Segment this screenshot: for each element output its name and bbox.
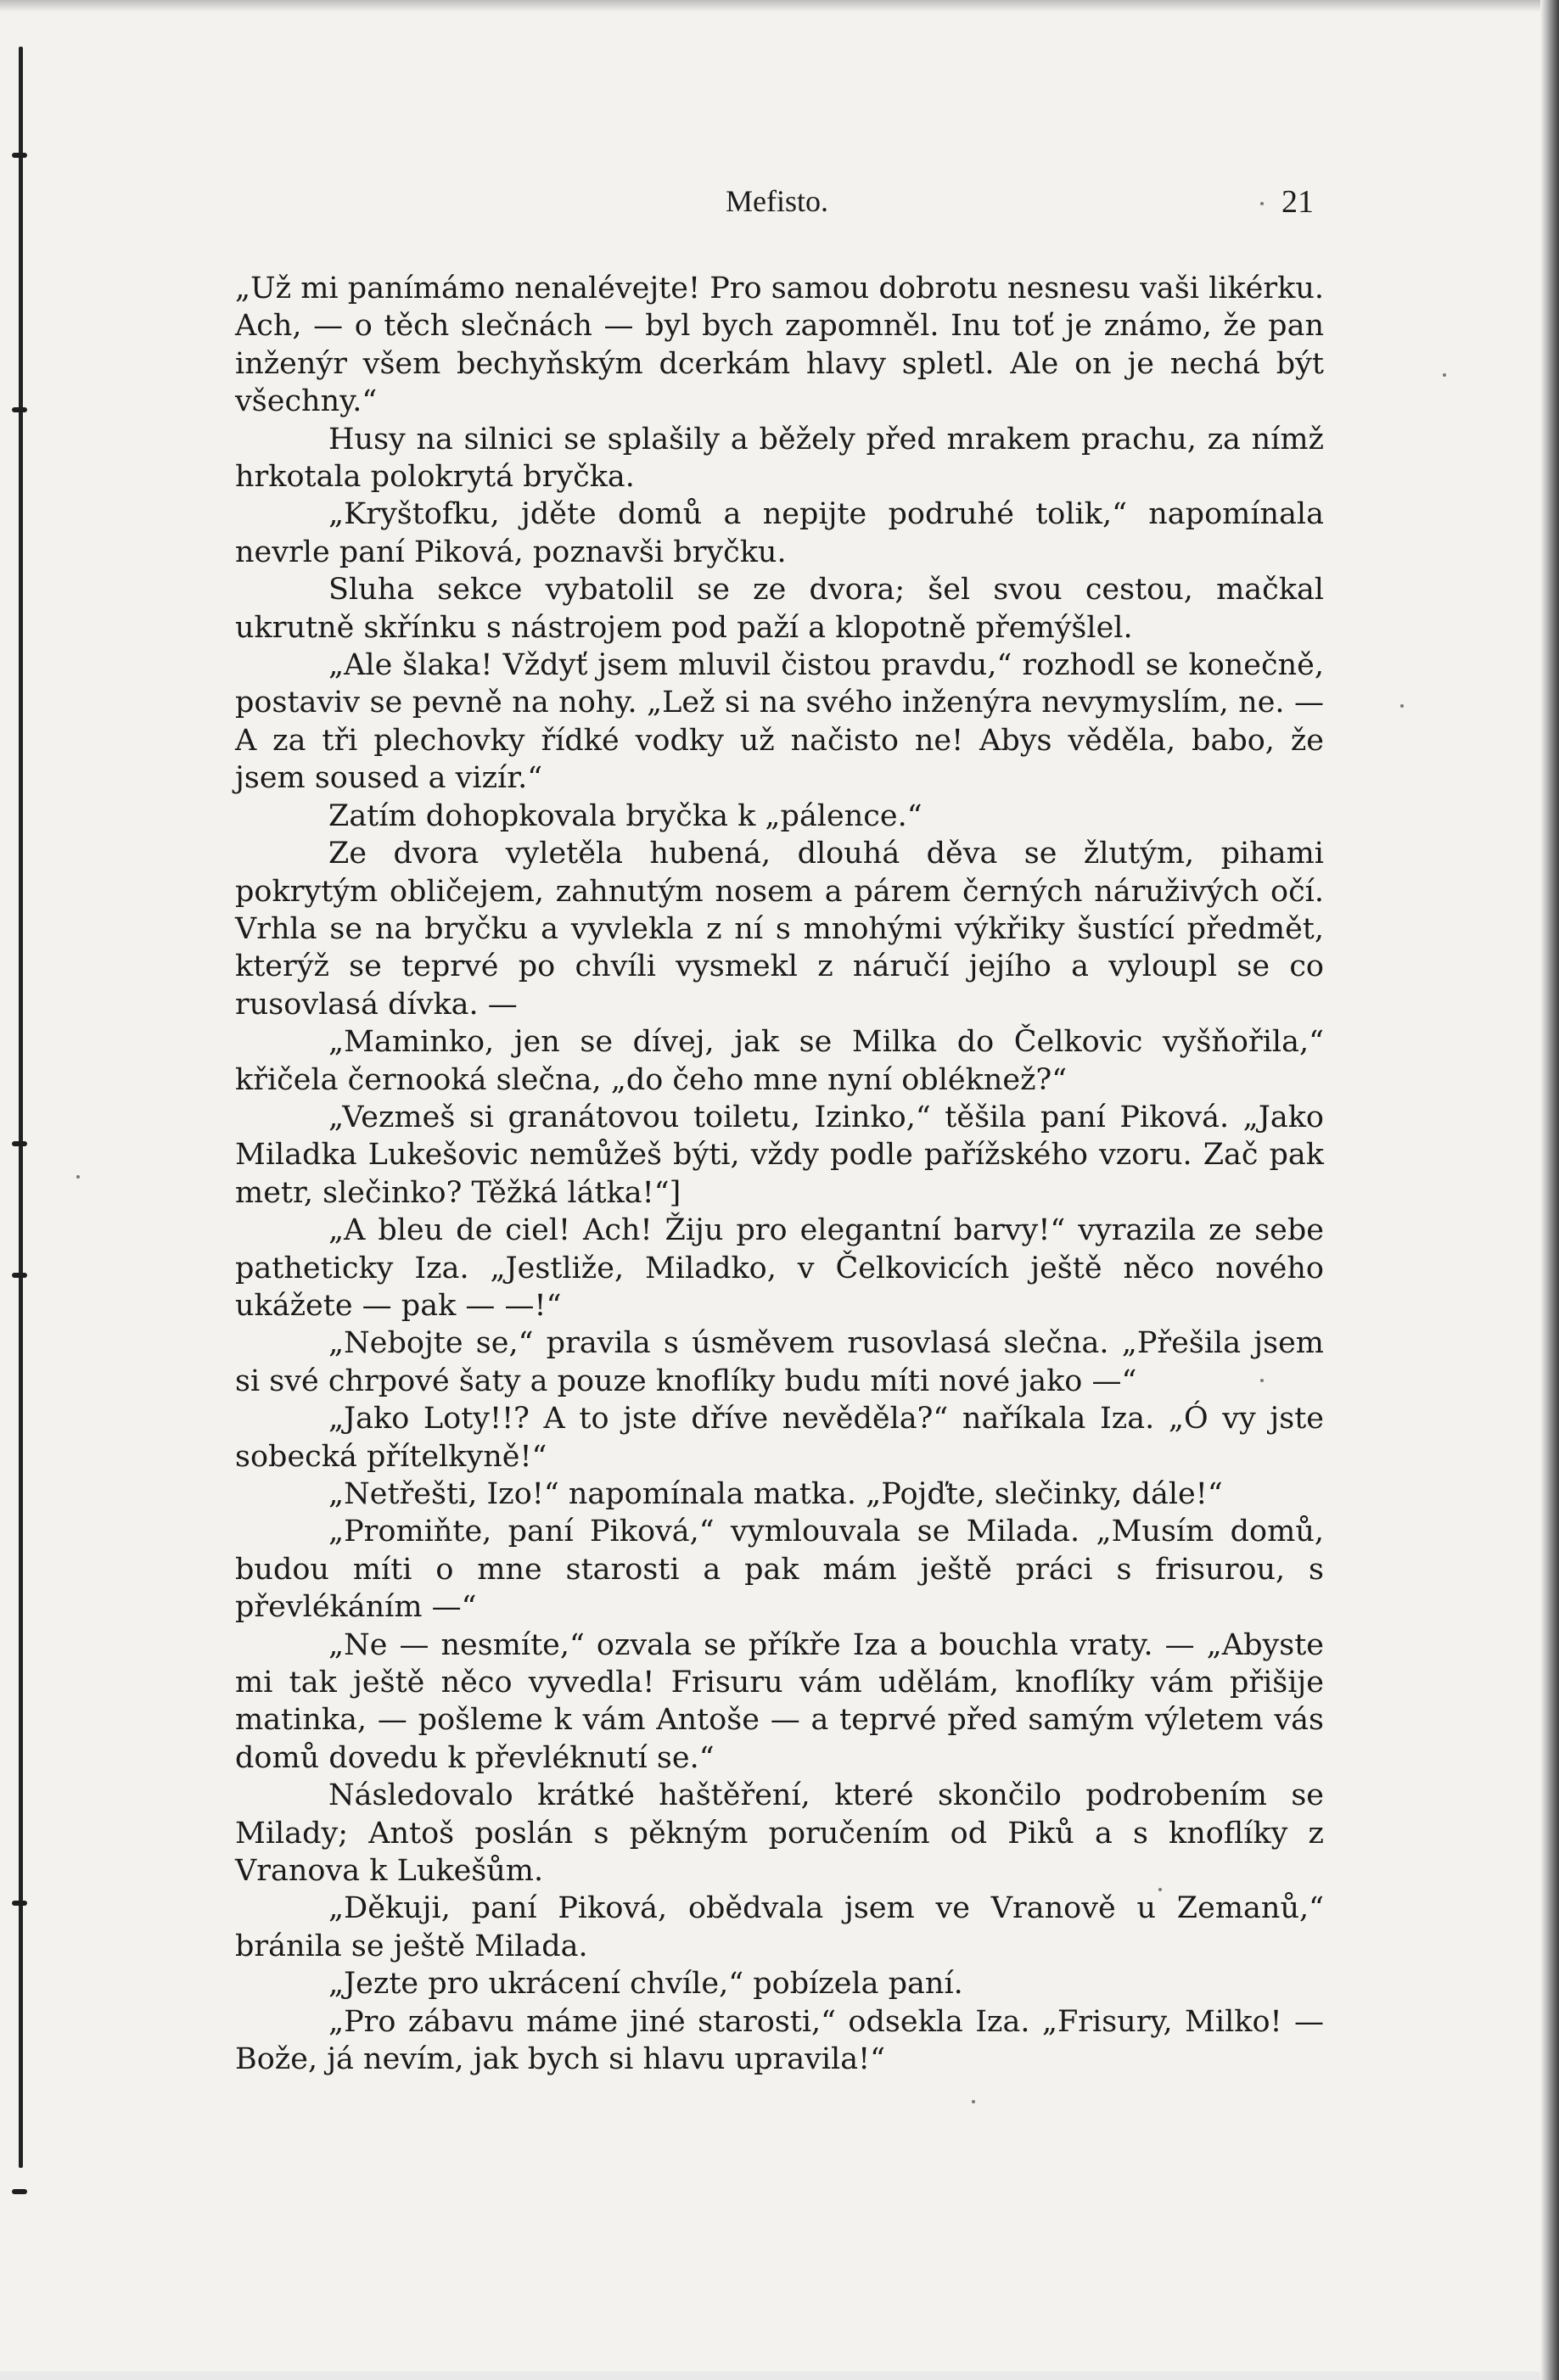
paragraph: „Nebojte se,“ pravila s úsměvem rusovlasá slečna. „Přešila jsem si své chrpové šaty a pouze knoflíky budu míti nové jako —“ bbox=[235, 1326, 1324, 1398]
binding-mark bbox=[12, 2189, 27, 2194]
paragraph: „Ne — nesmíte,“ ozvala se příkře Iza a bouchla vraty. — „Abyste mi tak ještě něco vyvedla! Frisuru vám udělám, knoflíky vám přišije matinka, — pošleme k vám Antoše — a teprvé před samým výletem vás domů dovedu k převléknutí se.“ bbox=[235, 1627, 1324, 1775]
paragraph: Ze dvora vyletěla hubená, dlouhá děva se žlutým, pihami pokrytým obličejem, zahnutým nosem a párem černých náruživých očí. Vrhla se na bryčku a vyvlekla z ní s mnohými výkřiky šustící předmět, kterýž se teprvé po chvíli vysmekl z náručí jejího a vyloupl se co rusovlasá dívka. — bbox=[235, 837, 1324, 1022]
book-binding-edge bbox=[19, 47, 23, 2168]
binding-mark bbox=[12, 407, 27, 412]
binding-mark bbox=[12, 153, 27, 158]
page-number: 21 bbox=[1281, 184, 1314, 220]
paragraph: „Maminko, jen se dívej, jak se Milka do Čelkovic vyšňořila,“ křičela černooká slečna, „do čeho mne nyní obléknež?“ bbox=[235, 1025, 1324, 1097]
paragraph: Následovalo krátké haštěření, které skončilo podrobením se Milady; Antoš poslán s pěkným poručením od Piků a s knoflíky z Vranova k Lukešům. bbox=[235, 1778, 1324, 1889]
running-head: Mefisto. bbox=[726, 184, 828, 218]
paragraph: „Vezmeš si granátovou toiletu, Izinko,“ těšila paní Piková. „Jako Miladka Lukešovic nemůžeš býti, vždy podle pařížského vzoru. Zač pak metr, slečinko? Těžká látka!“] bbox=[235, 1100, 1324, 1210]
paragraph: „Děkuji, paní Piková, obědvala jsem ve Vranově u Zemanů,“ bránila se ještě Milada. bbox=[235, 1891, 1324, 1963]
paragraph: „Promiňte, paní Piková,“ vymlouvala se Milada. „Musím domů, budou míti o mne starosti a pak mám ještě práci s frisurou, s převlékáním —“ bbox=[235, 1515, 1324, 1625]
paragraph: „A bleu de ciel! Ach! Žiju pro elegantní barvy!“ vyrazila ze sebe patheticky Iza. „Jestliže, Miladko, v Čelkovicích ještě něco nového ukážete — pak — —!“ bbox=[235, 1213, 1324, 1323]
top-scan-shadow bbox=[0, 0, 1559, 12]
text-body bbox=[235, 270, 1324, 2079]
paragraph: „Už mi panímámo nenalévejte! Pro samou dobrotu nesnesu vaši likérku. Ach, — o těch slečnách — byl bych zapomněl. Inu toť je známo, že pan inženýr všem bechyňským dcerkám hlavy spletl. Ale on je nechá být všechny.“ bbox=[235, 272, 1324, 419]
scan-speck bbox=[1400, 704, 1404, 708]
scan-speck bbox=[76, 1175, 80, 1179]
scan-speck bbox=[972, 2100, 975, 2103]
paragraph: Zatím dohopkovala bryčka k „pálence.“ bbox=[328, 798, 923, 833]
binding-mark bbox=[12, 1273, 27, 1278]
paragraph: „Jezte pro ukrácení chvíle,“ pobízela paní. bbox=[328, 1967, 963, 2002]
paragraph: „Ale šlaka! Vždyť jsem mluvil čistou pravdu,“ rozhodl se konečně, postaviv se pevně na nohy. „Lež si na svého inženýra nevymyslím, ne. — A za tři plechovky řídké vodky už načisto ne! Abys věděla, babo, že jsem soused a vizír.“ bbox=[235, 648, 1324, 796]
paragraph: Husy na silnici se splašily a běžely před mrakem prachu, za nímž hrkotala polokrytá bryčka. bbox=[235, 422, 1324, 495]
right-scan-shadow bbox=[1540, 0, 1559, 2380]
paragraph: „Netřešti, Izo!“ napomínala matka. „Pojďte, slečinky, dále!“ bbox=[328, 1477, 1223, 1511]
scan-speck bbox=[1260, 202, 1264, 205]
paragraph: Sluha sekce vybatolil se ze dvora; šel svou cestou, mačkal ukrutně skřínku s nástrojem pod paží a klopotně přemýšlel. bbox=[235, 573, 1324, 645]
binding-mark bbox=[12, 1141, 27, 1146]
paragraph: „Pro zábavu máme jiné starosti,“ odsekla Iza. „Frisury, Milko! — Bože, já nevím, jak bych si hlavu upravila!“ bbox=[235, 2004, 1324, 2077]
scan-speck bbox=[1443, 373, 1446, 377]
paragraph: „Jako Loty!!? A to jste dříve nevěděla?“ naříkala Iza. „Ó vy jste sobecká přítelkyně!“ bbox=[235, 1402, 1324, 1474]
binding-mark bbox=[12, 1901, 27, 1906]
paragraph: „Kryštofku, jděte domů a nepijte podruhé tolik,“ napomínala nevrle paní Piková, poznavši bryčku. bbox=[235, 497, 1324, 569]
